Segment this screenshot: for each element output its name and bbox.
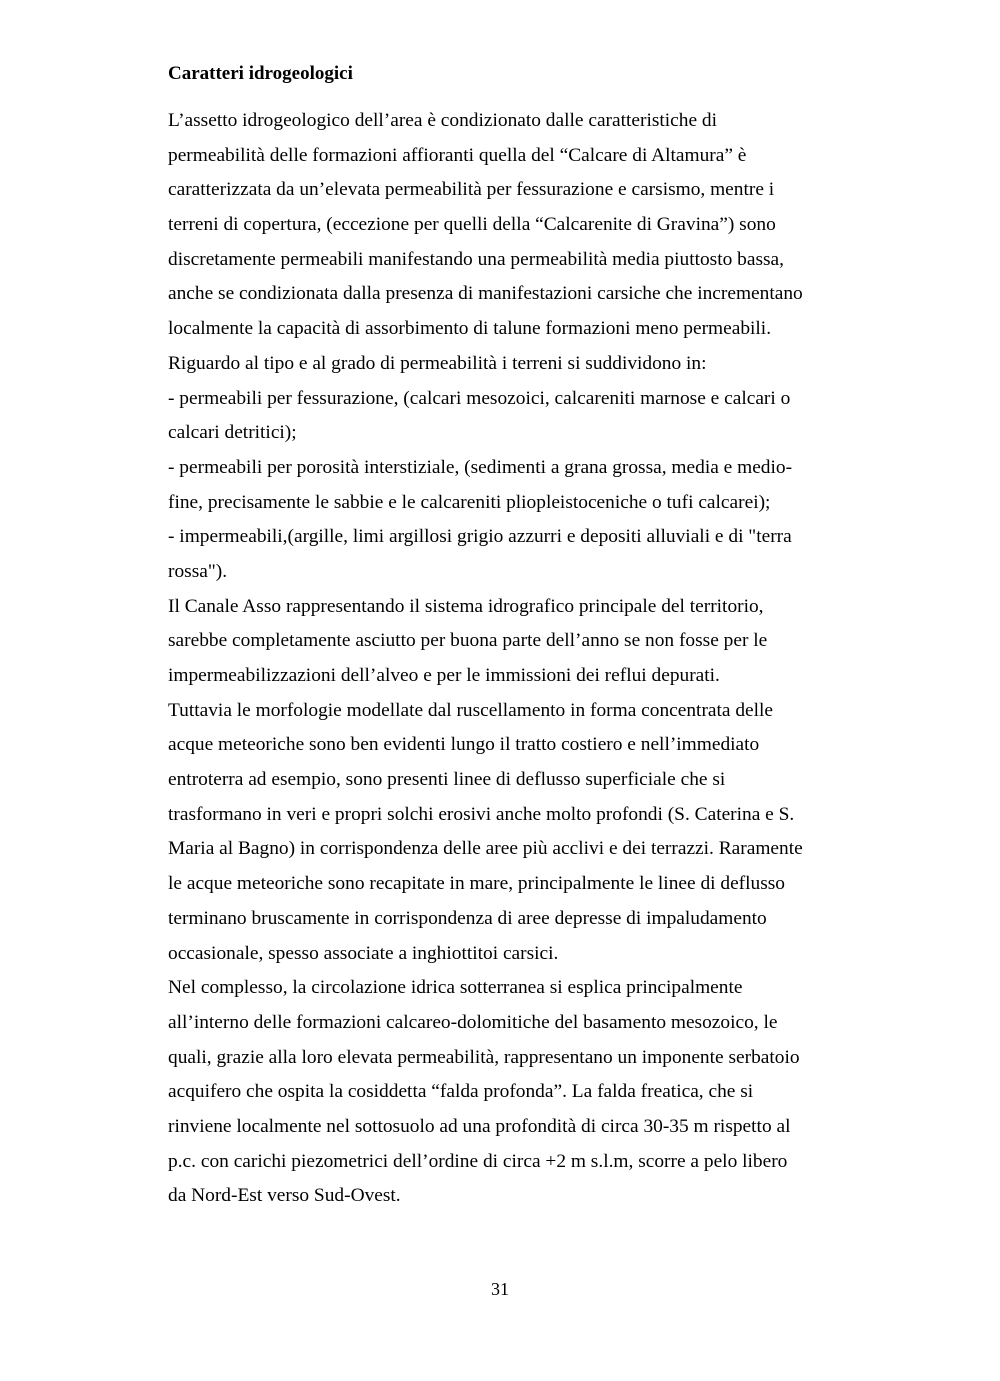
text-line: acquifero che ospita la cosiddetta “falda profonda”. La falda freatica, che si	[168, 1081, 754, 1103]
text-line: quali, grazie alla loro elevata permeabilità, rappresentano un imponente serbatoio	[168, 1046, 800, 1068]
text-line: discretamente permeabili manifestando una permeabilità media piuttosto bassa,	[168, 248, 784, 270]
list-item-line: - permeabili per porosità interstiziale, (sedimenti a grana grossa, media e medio-	[168, 456, 793, 478]
text-line: Tuttavia le morfologie modellate dal ruscellamento in forma concentrata delle	[168, 699, 774, 721]
list-item-line: calcari detritici);	[168, 422, 297, 444]
text-line: caratterizzata da un’elevata permeabilità per fessurazione e carsismo, mentre i	[168, 179, 775, 201]
text-line: Riguardo al tipo e al grado di permeabilità i terreni si suddividono in:	[168, 352, 707, 374]
text-line: occasionale, spesso associate a inghiottitoi carsici.	[168, 942, 559, 964]
text-line: impermeabilizzazioni dell’alveo e per le immissioni dei reflui depurati.	[168, 665, 720, 686]
list-item-line: fine, precisamente le sabbie e le calcareniti pliopleistoceniche o tufi calcarei);	[168, 491, 771, 513]
text-line: terminano bruscamente in corrispondenza di aree depresse di impaludamento	[168, 907, 767, 929]
text-line: entroterra ad esempio, sono presenti linee di deflusso superficiale che si	[168, 769, 726, 791]
text-line: rinviene localmente nel sottosuolo ad una profondità di circa 30-35 m rispetto al	[168, 1115, 791, 1137]
text-line: anche se condizionata dalla presenza di manifestazioni carsiche che incrementano	[168, 283, 803, 305]
section-heading: Caratteri idrogeologici	[168, 63, 353, 84]
text-line: localmente la capacità di assorbimento di talune formazioni meno permeabili.	[168, 318, 772, 340]
text-line: trasformano in veri e propri solchi erosivi anche molto profondi (S. Caterina e S.	[168, 803, 795, 825]
text-line: all’interno delle formazioni calcareo-dolomitiche del basamento mesozoico, le	[168, 1011, 778, 1033]
text-line: L’assetto idrogeologico dell’area è condizionato dalle caratteristiche di	[168, 110, 717, 131]
text-line: le acque meteoriche sono recapitate in mare, principalmente le linee di deflusso	[168, 873, 786, 895]
list-item-line: rossa").	[168, 560, 228, 582]
list-item-line: - impermeabili,(argille, limi argillosi grigio azzurri e depositi alluviali e di "terra	[168, 526, 792, 548]
text-line: acque meteoriche sono ben evidenti lungo il tratto costiero e nell’immediato	[168, 734, 760, 756]
text-line: da Nord-Est verso Sud-Ovest.	[168, 1185, 401, 1207]
list-item-line: - permeabili per fessurazione, (calcari mesozoici, calcareniti marnose e calcari o	[168, 387, 791, 409]
text-line: terreni di copertura, (eccezione per quelli della “Calcarenite di Gravina”) sono	[168, 214, 776, 236]
text-line: Il Canale Asso rappresentando il sistema idrografico principale del territorio,	[168, 595, 764, 617]
text-line: permeabilità delle formazioni affioranti quella del “Calcare di Altamura” è	[168, 144, 747, 166]
text-line: p.c. con carichi piezometrici dell’ordine di circa +2 m s.l.m, scorre a pelo libero	[168, 1150, 788, 1172]
text-line: Maria al Bagno) in corrispondenza delle aree più acclivi e dei terrazzi. Raramente	[168, 838, 803, 860]
body-text	[168, 104, 868, 1214]
page-number: 31	[491, 1279, 509, 1299]
text-line: Nel complesso, la circolazione idrica sotterranea si esplica principalmente	[168, 977, 743, 999]
text-line: sarebbe completamente asciutto per buona parte dell’anno se non fosse per le	[168, 630, 768, 652]
